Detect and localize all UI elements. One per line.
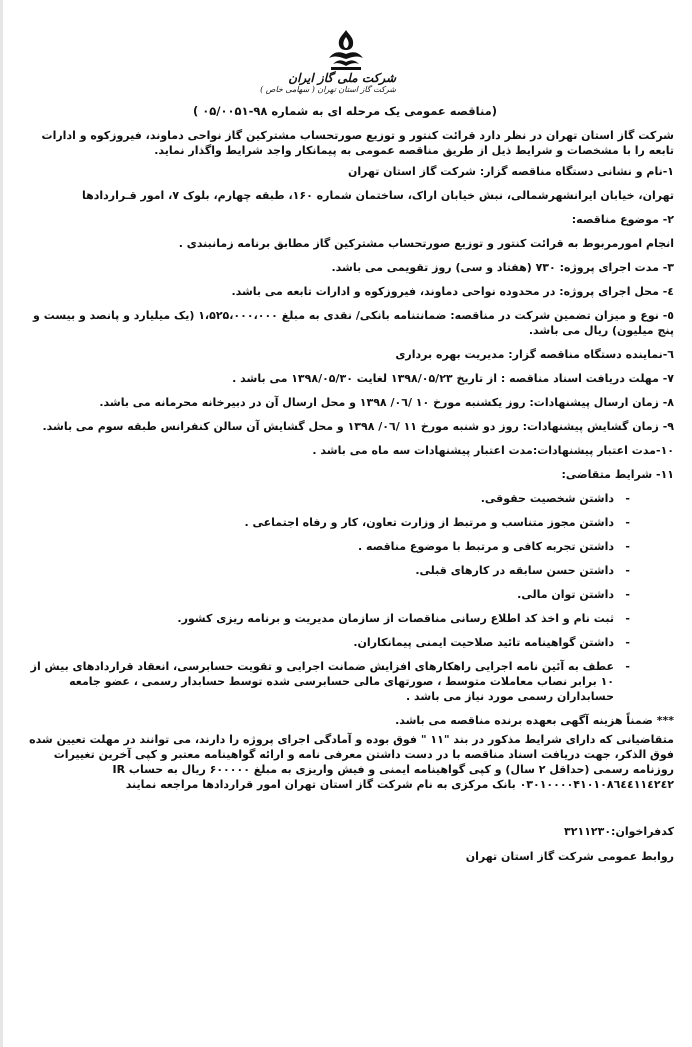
condition-item: - ثبت نام و اخذ کد اطلاع رسانی مناقصات از سازمان مدیریت و برنامه ریزی کشور. xyxy=(22,611,630,626)
conditions-list xyxy=(22,491,674,704)
condition-item: - عطف به آئین نامه اجرایی راهکارهای افزایش ضمانت اجرایی و تقویت حسابرسی، انعقاد قراردادهای بیش از ۱۰ برابر نصاب معاملات متوسط ، صورتهای مالی حسابرسی شده توسط حسابدار رسمی ، عضو جامعه حسابداران رسمی مورد نیاز می باشد . xyxy=(22,659,630,704)
intro-paragraph: شرکت گاز استان تهران در نظر دارد قرائت کنتور و توزیع صورتحساب مشترکین گاز نواحی دماوند، فیروزکوه و ادارات تابعه را با مشخصات و شرایط ذیل از طریق مناقصه عمومی به پیمانکار واجد شرایط واگذار نماید. xyxy=(41,129,674,157)
company-logo xyxy=(260,28,396,106)
item-2-text: انجام امورمربوط به قرائت کنتور و توزیع صورتحساب مشترکین گاز مطابق برنامه زمانبندی . xyxy=(178,237,674,250)
item-2: ۲- موضوع مناقصه: xyxy=(571,213,674,226)
cost-note: *** ضمناً هزینه آگهی بعهده برنده مناقصه می باشد. xyxy=(395,714,674,727)
item-7: ۷- مهلت دریافت اسناد مناقصه : از تاریخ ۱۳۹۸/۰۵/۲۳ لغایت ۱۳۹۸/۰۵/۳۰ می باشد . xyxy=(232,372,674,385)
item-8: ۸- زمان ارسال پیشنهادات: روز یکشنبه مورخ ۱۰ /۰٦/ ۱۳۹۸ و محل ارسال آن در دبیرخانه محرمانه می باشد. xyxy=(99,396,674,409)
tender-reference: (مناقصه عمومی یک مرحله ای به شماره ۹۸-۰۵/۰۰۵۱ ) xyxy=(192,104,498,118)
item-3: ۳- مدت اجرای پروژه: ۷۳۰ (هفتاد و سی) روز تقویمی می باشد. xyxy=(331,261,674,274)
condition-item: - داشتن گواهینامه تائید صلاحیت ایمنی پیمانکاران. xyxy=(22,635,630,650)
condition-item: - داشتن شخصیت حقوقی. xyxy=(22,491,630,506)
item-9: ۹- زمان گشایش پیشنهادات: روز دو شنبه مورخ ۱۱ /۰٦/ ۱۳۹۸ و محل گشایش آن سالن کنفرانس طبقه سوم می باشد. xyxy=(42,420,674,433)
logo-subtitle: شرکت گاز استان تهران ( سهامی خاص ) xyxy=(260,85,396,94)
condition-item: - داشتن توان مالی. xyxy=(22,587,630,602)
company-address: تهران، خیابان ایرانشهرشمالی، نبش خیابان اراک، ساختمان شماره ۱۶۰، طبقه چهارم، بلوک ۷، امور قـراردادها xyxy=(81,189,674,202)
item-6: ٦-نماینده دستگاه مناقصه گزار: مدیریت بهره برداری xyxy=(395,348,674,361)
closing-paragraph: متقاضیانی که دارای شرایط مذکور در بند "۱۱ " فوق بوده و آمادگی اجرای پروژه را دارند، می توانند در مهلت تعیین شده فوق الذکر، جهت دریافت اسناد مناقصه با در دست داشتن معرفی نامه و ارائه گواهینامه معتبر و کپی آخرین تغییرات روزنامه رسمی (حداقل ۲ سال) و کپی گواهینامه ایمنی و فیش واریزی به مبلغ ۶۰۰۰۰۰ ریال به حساب IR ۰۳۰۱۰۰۰۰۴۱۰۱۰۸٦٤٤۱۱٤۲٤۲ بانک مرکزی به نام شرکت گاز استان تهران امور قراردادها مراجعه نمایند xyxy=(29,733,674,791)
item-1: ۱-نام و نشانی دستگاه مناقصه گزار: شرکت گاز استان تهران xyxy=(347,165,674,178)
logo-brand-text: شرکت ملی گاز ایران xyxy=(288,71,396,85)
scan-edge xyxy=(0,0,3,1047)
item-5: ٥- نوع و میزان تضمین شرکت در مناقصه: ضمانتنامه بانکی/ نقدی به مبلغ ۱،۵۲۵،۰۰۰،۰۰۰ (یک میلیارد و پانصد و بیست و پنج میلیون) ریال می باشد. xyxy=(33,309,674,337)
condition-item: - داشتن حسن سابقه در کارهای قبلی. xyxy=(22,563,630,578)
item-11: ۱۱- شرایط متقاضی: xyxy=(561,468,674,481)
call-code: کدفراخوان:۳۲۱۱۲۳۰ xyxy=(564,825,674,838)
signature-line: روابط عمومی شرکت گاز استان تهران xyxy=(465,850,674,863)
item-10: ۱۰-مدت اعتبار پیشنهادات:مدت اعتبار پیشنهادات سه ماه می باشد . xyxy=(312,444,674,457)
condition-item: - داشتن تجربه کافی و مرتبط با موضوع مناقصه . xyxy=(22,539,630,554)
tender-body xyxy=(22,128,674,864)
item-4: ٤- محل اجرای پروژه: در محدوده نواحی دماوند، فیروزکوه و ادارات تابعه می باشد. xyxy=(231,285,674,298)
condition-item: - داشتن مجوز متناسب و مرتبط از وزارت تعاون، کار و رفاه اجتماعی . xyxy=(22,515,630,530)
gas-flame-icon xyxy=(323,28,369,72)
